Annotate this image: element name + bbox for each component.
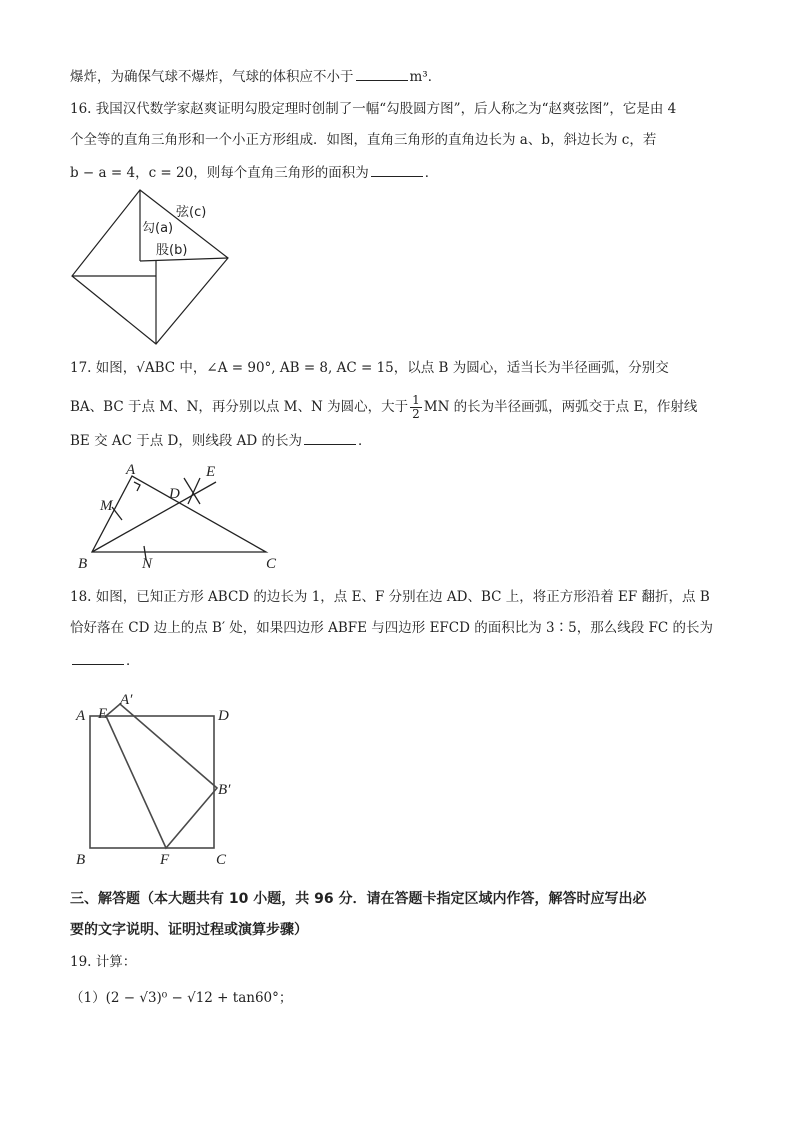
q18-folded-shape xyxy=(106,704,217,848)
q15-unit: m³ xyxy=(409,69,428,85)
q17-end: ． xyxy=(358,433,372,449)
q18-square-figure xyxy=(72,688,252,868)
q16-label-c: 弦(c) xyxy=(176,205,207,220)
q16-zhaoshuang-figure xyxy=(68,186,238,348)
q16-label-a: 勾(a) xyxy=(142,221,174,236)
q17-line-2 xyxy=(70,394,697,421)
q17-label-a: A xyxy=(126,462,136,478)
q18-label-d: D xyxy=(218,708,229,724)
q17-answer-blank[interactable] xyxy=(304,430,356,445)
q17-label-m: M xyxy=(100,498,113,514)
q16-inner-line-2 xyxy=(140,258,228,261)
q16-line-3-text: b − a = 4，c = 20，则每个直角三角形的面积为 xyxy=(70,165,369,181)
q17-right-angle-mark xyxy=(134,482,140,491)
q17-label-b: B xyxy=(78,556,88,572)
q18-label-a: A xyxy=(76,708,86,724)
q16-answer-blank[interactable] xyxy=(371,162,423,177)
q17-arc-m xyxy=(112,507,122,520)
q15-tail-text: 爆炸，为确保气球不爆炸，气球的体积应不小于 xyxy=(70,69,354,85)
q17-label-d: D xyxy=(169,486,180,502)
q16-label-b: 股(b) xyxy=(156,243,188,258)
q18-label-f: F xyxy=(160,852,170,868)
q17-triangle-figure xyxy=(76,460,296,575)
q18-label-b: B xyxy=(76,852,86,868)
section3-heading-line-1: 三、解答题（本大题共有 10 小题，共 96 分．请在答题卡指定区域内作答，解答时应写出必 xyxy=(70,891,647,907)
q18-line-1: 18. 如图，已知正方形 ABCD 的边长为 1，点 E、F 分别在边 AD、BC 上，将正方形沿着 EF 翻折，点 B xyxy=(70,589,710,605)
q18-square-abcd xyxy=(90,716,214,848)
q19-title: 19. 计算： xyxy=(70,954,137,970)
q18-end: ． xyxy=(126,653,140,669)
q17-line-3 xyxy=(70,430,372,451)
q15-answer-blank[interactable] xyxy=(356,66,408,81)
q17-label-e: E xyxy=(206,464,216,480)
q16-line-1: 16. 我国汉代数学家赵爽证明勾股定理时创制了一幅“勾股圆方图”，后人称之为“赵爽弦图”，它是由 4 xyxy=(70,101,677,117)
q15-tail-line xyxy=(70,66,441,87)
q17-label-c: C xyxy=(266,556,277,572)
q16-end: ． xyxy=(424,165,439,181)
q18-line-2: 恰好落在 CD 边上的点 B′ 处，如果四边形 ABFE 与四边形 EFCD 的面积比为 3∶5，那么线段 FC 的长为 xyxy=(70,620,713,636)
q17-label-n: N xyxy=(142,556,153,572)
q17-line-2a: BA、BC 于点 M、N，再分别以点 M、N 为圆心，大于 xyxy=(70,399,409,415)
q19-part-1: （1）(2 − √3)⁰ − √12 + tan60°； xyxy=(70,990,293,1006)
q17-line-3-text: BE 交 AC 于点 D，则线段 AD 的长为 xyxy=(70,433,302,449)
q17-frac-den: 2 xyxy=(412,407,420,421)
q18-line-3 xyxy=(70,650,140,671)
q17-frac-num: 1 xyxy=(412,393,420,407)
q17-line-2b: MN 的长为半径画弧，两弧交于点 E，作射线 xyxy=(423,399,698,415)
section3-heading-line-2: 要的文字说明、证明过程或演算步骤） xyxy=(70,922,308,938)
q18-label-a-prime: A′ xyxy=(120,692,133,708)
q18-label-b-prime: B′ xyxy=(218,782,231,798)
q16-line-2: 个全等的直角三角形和一个小正方形组成．如图，直角三角形的直角边长为 a、b，斜边长为 c，若 xyxy=(70,132,657,148)
q18-label-c: C xyxy=(216,852,227,868)
q18-label-e: E xyxy=(98,706,108,722)
q18-answer-blank[interactable] xyxy=(72,650,124,665)
q16-line-3 xyxy=(70,162,438,183)
q17-fraction xyxy=(410,394,422,421)
q15-end: ． xyxy=(427,69,442,85)
q17-line-1: 17. 如图，√ABC 中，∠A = 90°, AB = 8, AC = 15，以点 B 为圆心，适当长为半径画弧，分别交 xyxy=(70,360,669,376)
